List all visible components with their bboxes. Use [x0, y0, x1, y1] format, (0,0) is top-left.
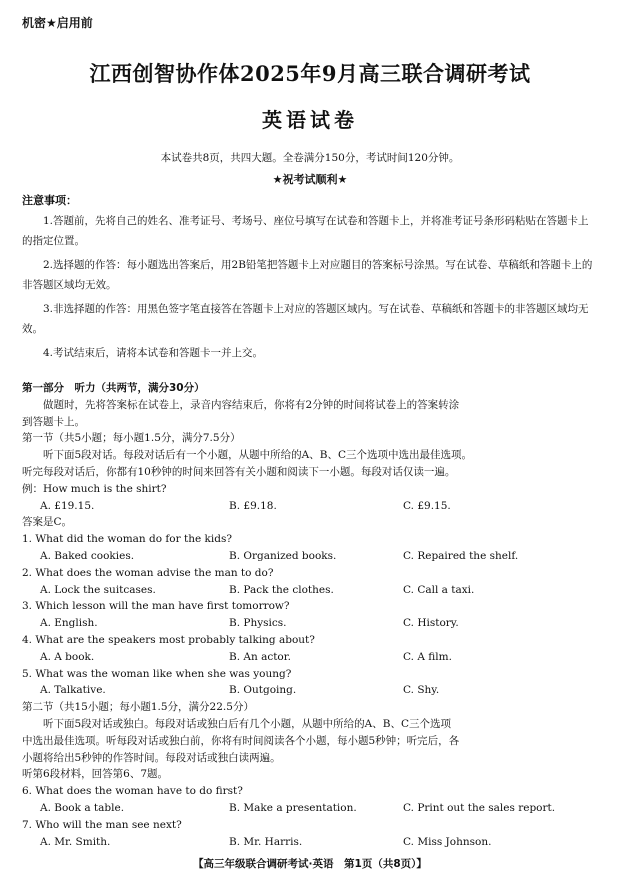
question-1-options [22, 548, 600, 565]
example-options [22, 498, 600, 515]
exam-title: 江西创智协作体2025年9月高三联合调研考试 [89, 61, 531, 86]
option-c: C. History. [403, 617, 459, 630]
example-answer: 答案是C。 [22, 516, 73, 529]
question-2: 2. What does the woman advise the man to do? [22, 566, 274, 579]
question-2-options [22, 582, 600, 599]
question-7: 7. Who will the man see next? [22, 818, 182, 831]
option-a: A. Talkative. [40, 684, 106, 697]
question-3-options [22, 615, 600, 632]
option-c: C. Print out the sales report. [403, 801, 556, 814]
section1-direction: 听完每段对话后，你都有10秒钟的时间来回答有关小题和阅读下一小题。每段对话仅读一遍。 [22, 465, 456, 478]
option-c: C. £9.15. [403, 499, 451, 512]
question-4: 4. What are the speakers most probably talking about? [22, 633, 315, 646]
option-b: B. Organized books. [229, 549, 337, 562]
section1-heading: 第一节（共5小题；每小题1.5分，满分7.5分） [22, 432, 241, 445]
question-1: 1. What did the woman do for the kids? [22, 533, 232, 546]
page-footer: 【高三年级联合调研考试·英语 第1页（共8页）】 [193, 858, 427, 870]
question-3: 3. Which lesson will the man have first tomorrow? [22, 600, 290, 613]
option-b: B. Physics. [229, 617, 287, 630]
option-b: B. Mr. Harris. [229, 835, 303, 848]
option-a: A. Book a table. [40, 801, 125, 814]
part1-listening [22, 380, 600, 850]
option-b: B. £9.18. [229, 499, 277, 512]
exam-subtitle: 英语试卷 [262, 108, 358, 132]
option-a: A. Baked cookies. [40, 549, 135, 562]
option-b: B. Outgoing. [229, 684, 297, 697]
option-b: B. An actor. [229, 650, 291, 663]
notice-item: 2.选择题的作答：每小题选出答案后，用2B铅笔把答题卡上对应题目的答案标号涂黑。写在试卷、草稿纸和答题卡上的非答题区域均无效。 [22, 259, 593, 291]
option-a: A. Mr. Smith. [40, 835, 111, 848]
option-a: A. A book. [40, 650, 95, 663]
example-question: 例：How much is the shirt? [22, 482, 167, 495]
option-a: A. English. [40, 617, 98, 630]
section2-direction: 小题将给出5秒钟的作答时间。每段对话或独白读两遍。 [22, 751, 281, 764]
notice-list [22, 211, 598, 367]
notice-item: 4.考试结束后，请将本试卷和答题卡一并上交。 [43, 347, 264, 359]
notice-item: 3.非选择题的作答：用黑色签字笔直接答在答题卡上对应的答题区域内。写在试卷、草稿纸和答题卡的非答题区域均无效。 [22, 303, 589, 335]
confidential-label: 机密★启用前 [22, 16, 93, 30]
option-b: B. Make a presentation. [229, 801, 357, 814]
part1-heading: 第一部分 听力（共两节，满分30分） [22, 382, 205, 394]
section2-heading: 第二节（共15小题；每小题1.5分，满分22.5分） [22, 701, 254, 714]
option-c: C. Call a taxi. [403, 583, 475, 596]
question-5: 5. What was the woman like when she was young? [22, 667, 292, 680]
section2-direction: 中选出最佳选项。听每段对话或独白前，你将有时间阅读各个小题，每小题5秒钟；听完后，各 [22, 734, 460, 747]
exam-info: 本试卷共8页，共四大题。全卷满分150分，考试时间120分钟。 [160, 152, 460, 164]
option-a: A. £19.15. [40, 499, 95, 512]
question-5-options [22, 682, 600, 699]
notice-item: 1.答题前，先将自己的姓名、准考证号、考场号、座位号填写在试卷和答题卡上，并将准考证号条形码粘贴在答题卡上的指定位置。 [22, 215, 589, 247]
question-6: 6. What does the woman have to do first? [22, 785, 243, 798]
section2-direction: 听下面5段对话或独白。每段对话或独白后有几个小题，从题中所给的A、B、C三个选项 [43, 717, 452, 730]
section1-direction: 听下面5段对话。每段对话后有一个小题，从题中所给的A、B、C三个选项中选出最佳选项。 [43, 449, 473, 462]
option-c: C. Shy. [403, 684, 440, 697]
option-b: B. Pack the clothes. [229, 583, 334, 596]
question-4-options [22, 649, 600, 666]
question-7-options [22, 834, 600, 851]
question-6-options [22, 800, 600, 817]
notice-title: 注意事项： [22, 194, 77, 207]
part1-intro: 做题时，先将答案标在试卷上，录音内容结束后，你将有2分钟的时间将试卷上的答案转涂 [43, 398, 460, 411]
exam-wish: ★祝考试顺利★ [272, 173, 348, 186]
option-c: C. A film. [403, 650, 452, 663]
part1-intro: 到答题卡上。 [22, 415, 85, 428]
material-note: 听第6段材料，回答第6、7题。 [22, 768, 169, 781]
option-c: C. Repaired the shelf. [403, 549, 519, 562]
option-c: C. Miss Johnson. [403, 835, 492, 848]
option-a: A. Lock the suitcases. [40, 583, 156, 596]
